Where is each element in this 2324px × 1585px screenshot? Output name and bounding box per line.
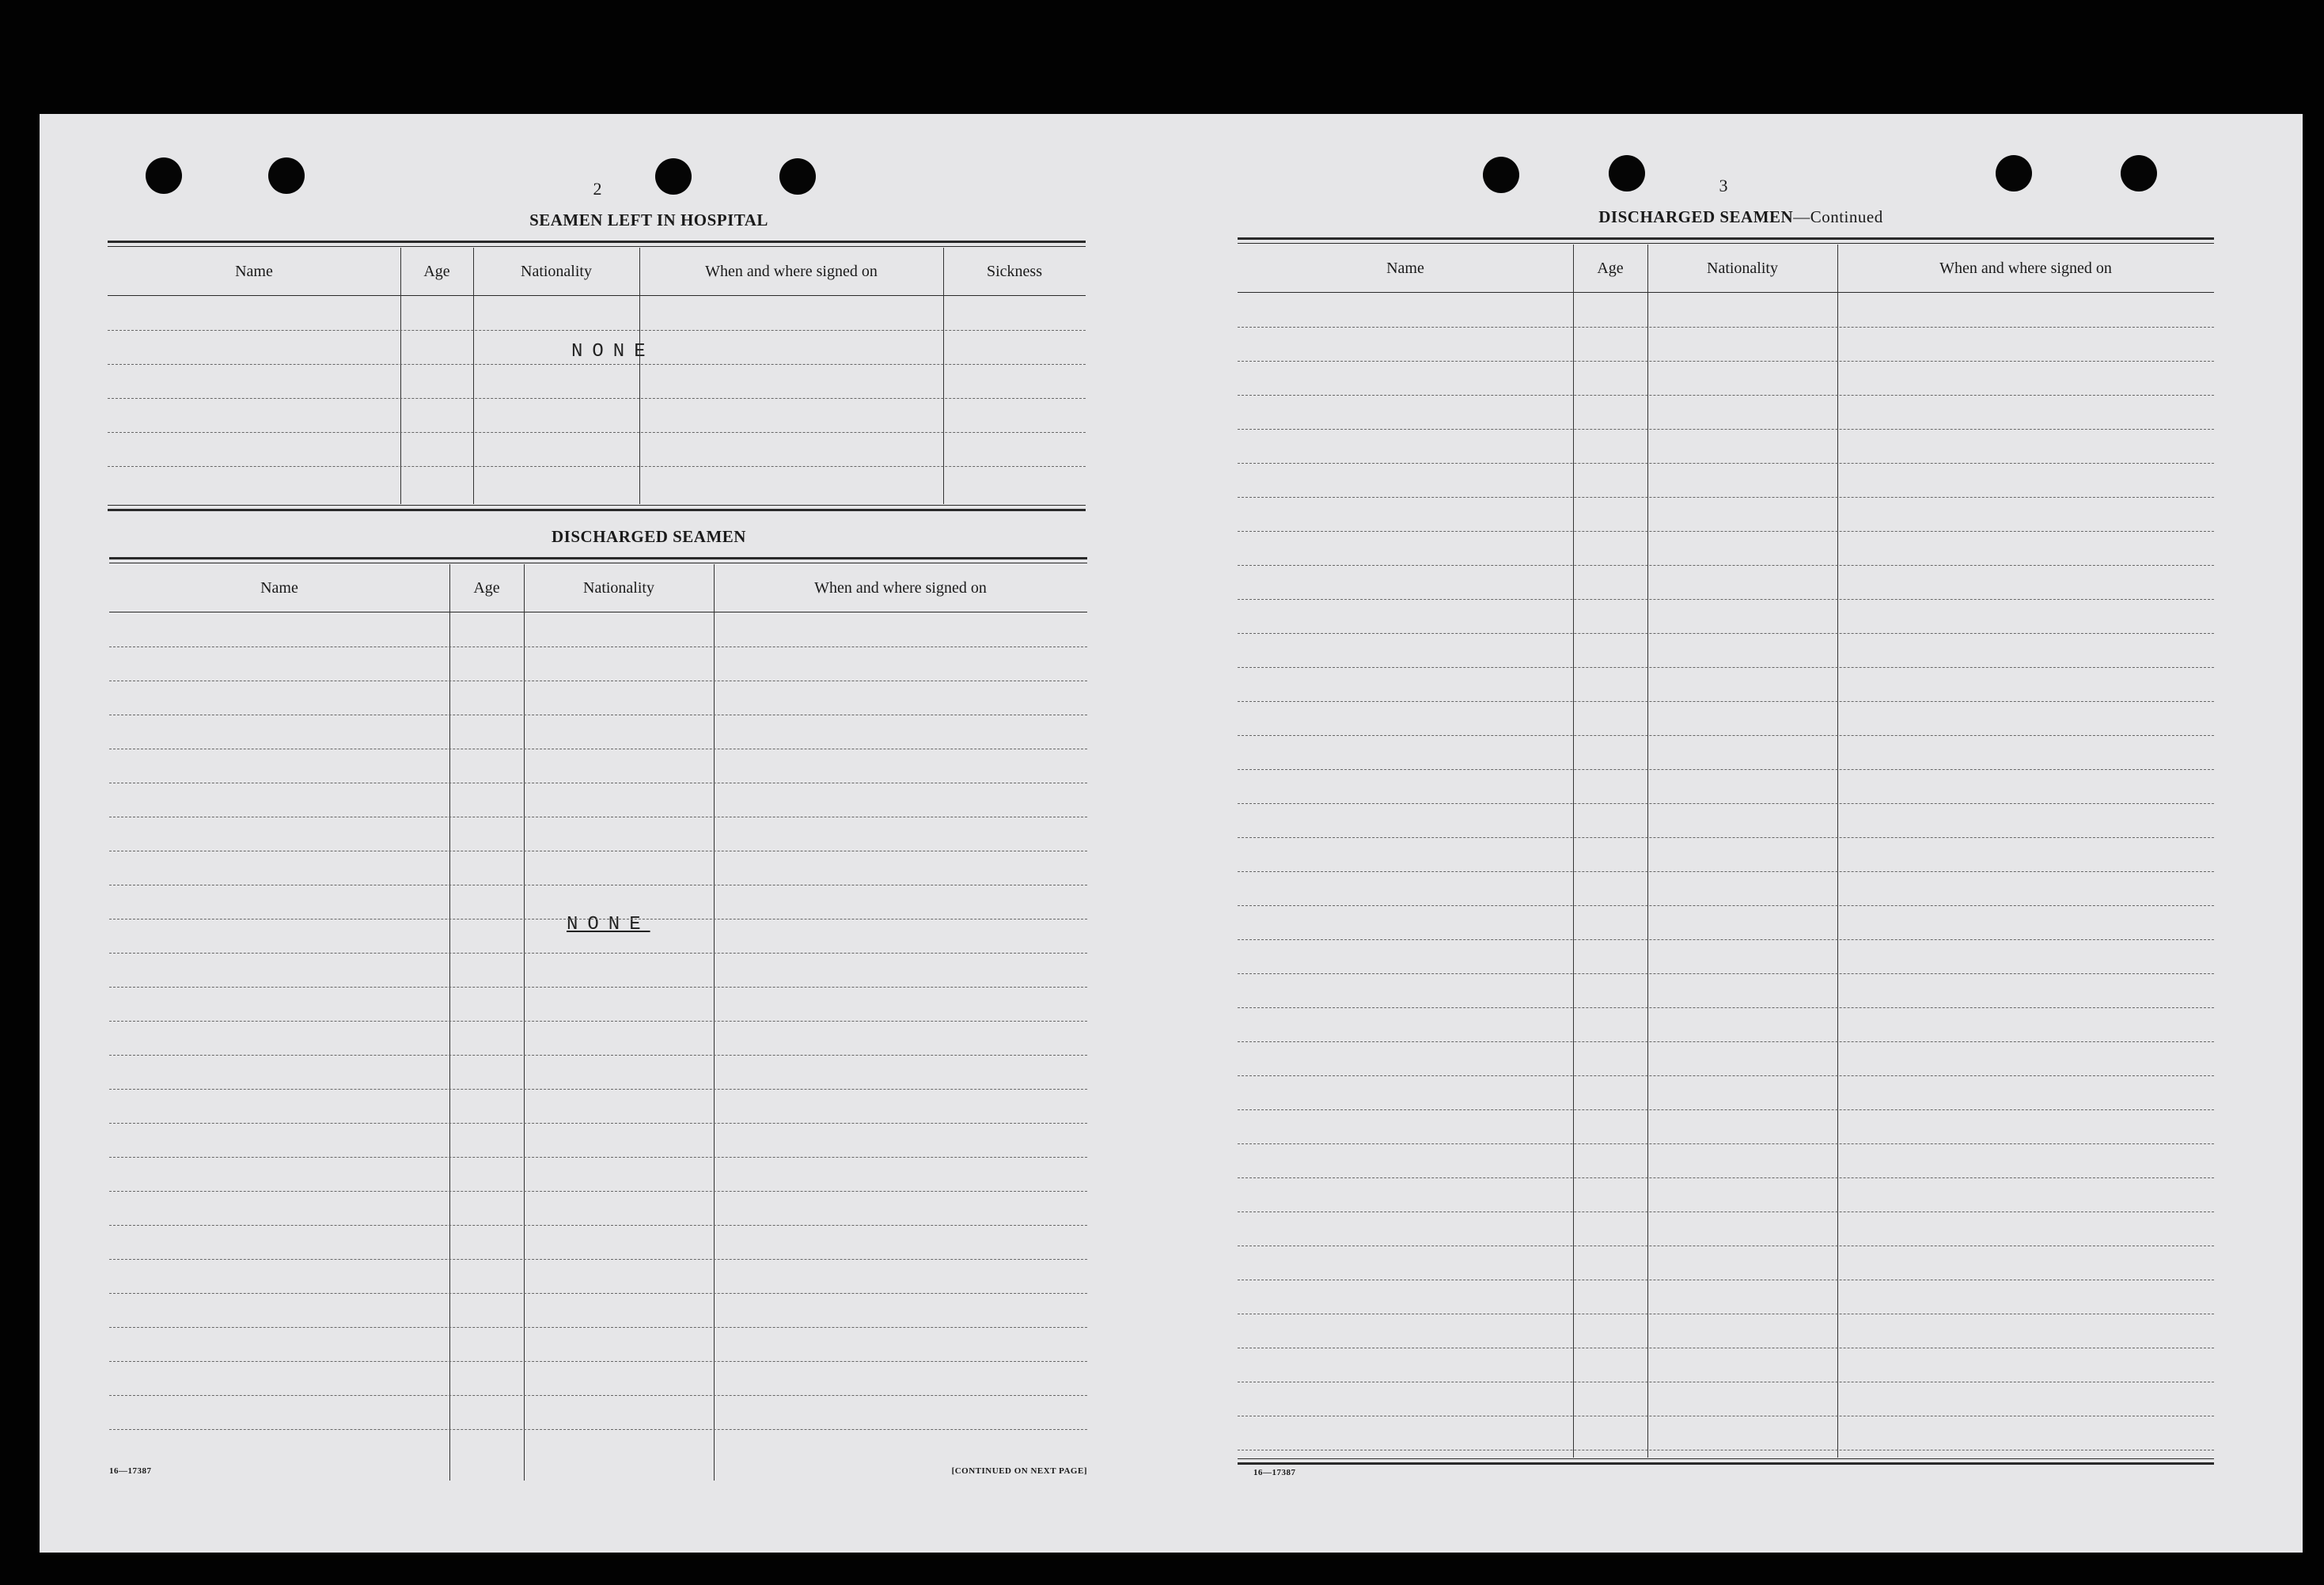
row-rule	[109, 1293, 1087, 1294]
row-rule	[109, 1191, 1087, 1192]
row-rule	[1238, 633, 2214, 634]
row-rule	[1238, 1109, 2214, 1110]
row-rule	[108, 398, 1086, 399]
row-rule	[1238, 1177, 2214, 1178]
continued-note: [CONTINUED ON NEXT PAGE]	[951, 1466, 1087, 1476]
row-rule	[1238, 395, 2214, 396]
row-rule	[109, 919, 1087, 920]
hospital-col-nationality: Nationality	[521, 262, 592, 280]
row-rule	[1238, 837, 2214, 838]
row-rule	[1238, 803, 2214, 804]
row-rule	[108, 330, 1086, 331]
row-rule	[109, 1361, 1087, 1362]
row-rule	[1238, 429, 2214, 430]
discharged-continued-title-text: DISCHARGED SEAMEN	[1598, 207, 1794, 226]
row-rule	[109, 1021, 1087, 1022]
row-rule	[1238, 1041, 2214, 1042]
punch-hole	[655, 158, 692, 195]
hospital-col-sickness: Sickness	[987, 262, 1042, 280]
punch-hole	[1609, 155, 1645, 191]
hospital-table	[108, 241, 1086, 511]
row-rule	[1238, 361, 2214, 362]
row-rule	[109, 1429, 1087, 1430]
row-rule	[1238, 973, 2214, 974]
row-rule	[108, 466, 1086, 467]
discharged-col-age: Age	[473, 578, 500, 597]
row-rule	[1238, 531, 2214, 532]
continued-col-age: Age	[1597, 259, 1624, 277]
row-rule	[1238, 1075, 2214, 1076]
hospital-none-entry: NONE	[571, 341, 655, 362]
form-number-left: 16—17387	[109, 1466, 152, 1476]
row-rule	[109, 1225, 1087, 1226]
punch-hole	[268, 157, 305, 194]
row-rule	[1238, 735, 2214, 736]
discharged-col-signed-on: When and where signed on	[814, 578, 987, 597]
page-number-right: 3	[1719, 176, 1728, 195]
row-rule	[108, 432, 1086, 433]
continued-col-name: Name	[1386, 259, 1424, 277]
hospital-table-header	[108, 248, 1086, 296]
discharged-table-header	[109, 564, 1087, 612]
discharged-continued-title	[1464, 207, 2018, 227]
row-rule	[1238, 701, 2214, 702]
continued-suffix: —Continued	[1793, 207, 1883, 226]
column-rule	[449, 564, 450, 1481]
discharged-table-left	[109, 557, 1087, 1481]
row-rule	[1238, 871, 2214, 872]
row-rule	[109, 1123, 1087, 1124]
row-rule	[109, 1327, 1087, 1328]
row-rule	[109, 953, 1087, 954]
form-number-right: 16—17387	[1253, 1468, 1296, 1477]
row-rule	[109, 1055, 1087, 1056]
hospital-col-age: Age	[423, 262, 450, 280]
column-rule	[1837, 245, 1838, 1458]
row-rule	[109, 1157, 1087, 1158]
punch-hole	[1996, 155, 2032, 191]
row-rule	[109, 987, 1087, 988]
hospital-col-signed-on: When and where signed on	[705, 262, 878, 280]
punch-hole	[1483, 157, 1519, 193]
row-rule	[1238, 565, 2214, 566]
punch-hole	[779, 158, 816, 195]
row-rule	[1238, 905, 2214, 906]
discharged-col-nationality: Nationality	[583, 578, 654, 597]
row-rule	[109, 1089, 1087, 1090]
column-rule	[1647, 245, 1648, 1458]
discharged-col-name: Name	[260, 578, 298, 597]
row-rule	[1238, 667, 2214, 668]
page-number-left: 2	[593, 179, 602, 199]
hospital-section-title: SEAMEN LEFT IN HOSPITAL	[529, 210, 768, 229]
punch-hole	[146, 157, 182, 194]
discharged-table-right	[1238, 237, 2214, 1465]
discharged-section-title: DISCHARGED SEAMEN	[552, 527, 746, 546]
row-rule	[109, 1395, 1087, 1396]
row-rule	[108, 364, 1086, 365]
row-rule	[1238, 769, 2214, 770]
row-rule	[1238, 327, 2214, 328]
punch-hole	[2121, 155, 2157, 191]
discharged-none-entry: NONE	[567, 914, 650, 935]
document-sheet	[40, 114, 2303, 1553]
column-rule	[714, 564, 715, 1481]
column-rule	[1573, 245, 1574, 1458]
discharged-continued-header	[1238, 245, 2214, 293]
continued-col-signed-on: When and where signed on	[1939, 259, 2112, 277]
continued-col-nationality: Nationality	[1707, 259, 1778, 277]
row-rule	[1238, 939, 2214, 940]
row-rule	[1238, 1007, 2214, 1008]
row-rule	[1238, 1143, 2214, 1144]
row-rule	[1238, 463, 2214, 464]
hospital-col-name: Name	[235, 262, 273, 280]
row-rule	[1238, 497, 2214, 498]
row-rule	[1238, 599, 2214, 600]
column-rule	[524, 564, 525, 1481]
row-rule	[109, 1259, 1087, 1260]
